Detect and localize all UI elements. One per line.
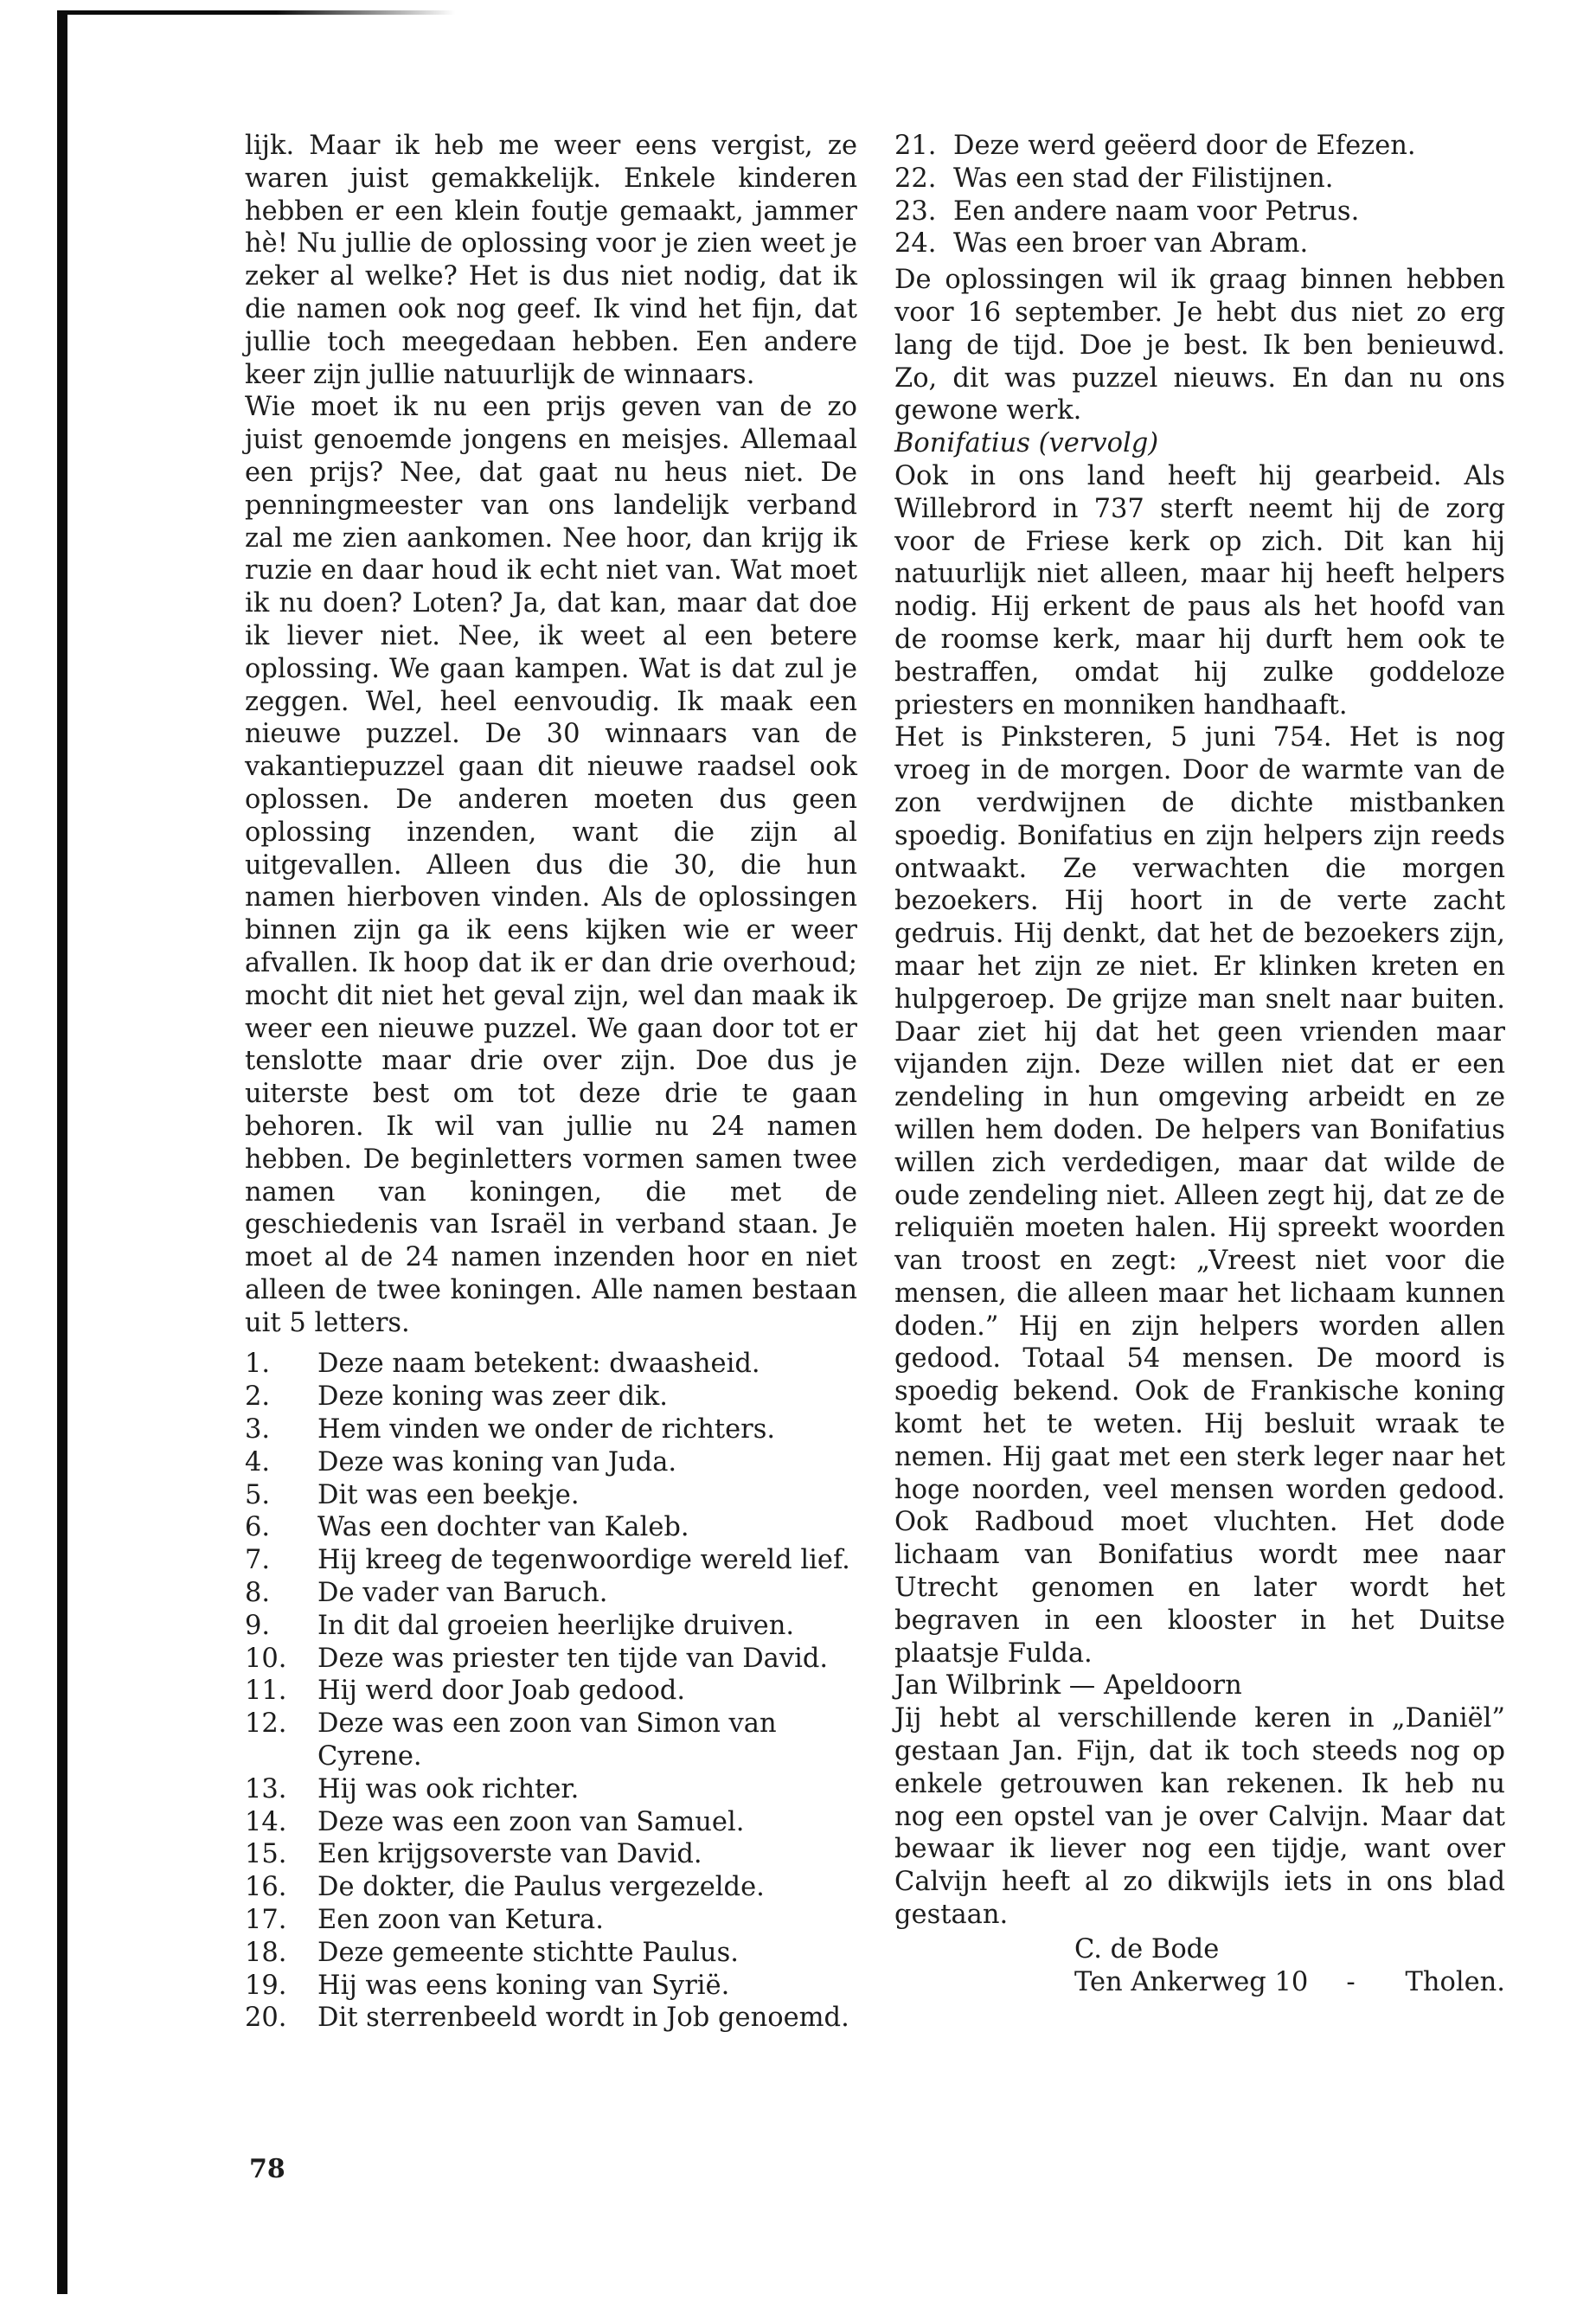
story-paragraph-2: Het is Pinksteren, 5 juni 754. Het is nog vroeg in de morgen. Door de warmte van de zon verdwijnen de dichte mistbanken spoedig. Bonifatius en zijn helpers zijn reeds ontwaakt. Ze verwachten die morgen bezoekers. Hij hoort in de verte zacht gedruis. Hij denkt, dat het de bezoekers zijn, maar het zijn ze niet. Er klinken kreten en hulpgeroep. De grijze man snelt naar buiten. Daar ziet hij dat het geen vrienden maar vijanden zijn. Deze willen niet dat er een zendeling in hun omgeving arbeidt en ze willen hem doden. De helpers van Bonifatius willen zich verdedigen, maar dat wilde de oude zendeling niet. Alleen zegt hij, dat ze de reliquiën moeten halen. Hij spreekt woorden van troost en zegt: „Vreest niet voor die mensen, die alleen maar het lichaam kunnen doden.” Hij en zijn helpers worden allen gedood. Totaal 54 mensen. De moord is spoedig bekend. Ook de Frankische koning komt het te weten. Hij besluit wraak te nemen. Hij gaat met een sterk leger naar het hoge noorden, veel mensen worden gedood. Ook Radboud moet vluchten. Het dode lichaam van Bonifatius wordt mee naar Utrecht genomen en later wordt het begraven in een klooster in het Duitse plaatsje Fulda. — [894, 722, 1505, 1669]
clue-number: 24. — [894, 228, 937, 260]
clue-number: 16. — [245, 1872, 287, 1903]
clue-text: Was een broer van Abram. — [953, 228, 1309, 260]
puzzle-clue-list-continued — [894, 130, 1505, 260]
clue-text: Een andere naam voor Petrus. — [953, 195, 1360, 227]
clue-number: 2. — [245, 1381, 271, 1413]
clue-number: 6. — [245, 1512, 271, 1543]
clue-item — [245, 1937, 857, 1970]
clue-text: Deze was een zoon van Simon van Cyrene. — [317, 1708, 777, 1772]
clue-number: 19. — [245, 1970, 287, 2001]
clue-text: Dit sterrenbeeld wordt in Job genoemd. — [317, 2003, 849, 2034]
editor-city: Tholen. — [1405, 1966, 1505, 1997]
puzzle-clue-list — [245, 1348, 857, 2035]
clue-text: Deze was priester ten tijde van David. — [317, 1643, 829, 1674]
clue-number: 4. — [245, 1446, 271, 1477]
clue-number: 3. — [245, 1414, 271, 1445]
clue-number: 8. — [245, 1578, 271, 1609]
clue-text: In dit dal groeien heerlijke druiven. — [317, 1610, 795, 1641]
clue-text: Een zoon van Ketura. — [317, 1905, 604, 1936]
clue-item — [245, 1479, 857, 1512]
clue-text: Hij was ook richter. — [317, 1773, 580, 1804]
clue-number: 12. — [245, 1708, 287, 1740]
clue-text: Hij werd door Joab gedood. — [317, 1676, 686, 1707]
scan-border-left — [57, 10, 67, 2294]
clue-item — [245, 1381, 857, 1413]
clue-item — [245, 1511, 857, 1544]
clue-number: 10. — [245, 1643, 287, 1674]
clue-text: Deze gemeente stichtte Paulus. — [317, 1937, 739, 1968]
section-heading: Bonifatius (vervolg) — [894, 428, 1159, 459]
story-paragraph-1: Ook in ons land heeft hij gearbeid. Als Willebrord in 737 sterft neemt hij de zorg voor de Friese kerk op zich. Dit kan hij natuurlijk niet alleen, maar hij heeft helpers nodig. Hij erkent de paus als het hoofd van de roomse kerk, maar hij durft hem ook te bestraffen, omdat hij zulke goddeloze priesters en monniken handhaaft. — [894, 460, 1505, 721]
clue-number: 7. — [245, 1545, 271, 1576]
clue-text: Deze naam betekent: dwaasheid. — [317, 1349, 760, 1380]
scan-border-top — [57, 10, 455, 15]
clue-number: 14. — [245, 1806, 287, 1837]
clue-number: 20. — [245, 2003, 287, 2034]
page-number: 78 — [249, 2154, 285, 2184]
clue-item — [245, 1610, 857, 1643]
clue-number: 1. — [245, 1349, 271, 1380]
address-separator: - — [1346, 1966, 1356, 1997]
clue-item — [245, 1544, 857, 1577]
clue-item — [894, 195, 1505, 228]
clue-number: 13. — [245, 1773, 287, 1804]
clue-item — [245, 1446, 857, 1479]
editor-address — [894, 1966, 1505, 1999]
editor-name: C. de Bode — [1074, 1933, 1220, 1965]
clue-item — [894, 130, 1505, 163]
clue-item — [894, 228, 1505, 260]
clue-item — [245, 1904, 857, 1937]
clue-item — [245, 1838, 857, 1871]
editor-reply-paragraph: Jij hebt al verschillende keren in „Daniël” gestaan Jan. Fijn, dat ik toch steeds nog op enkele getrouwen kan rekenen. Ik heb nu nog een opstel van je over Calvijn. Maar dat bewaar ik liever nog een tijdje, want over Calvijn heeft al zo dikwijls iets in ons blad gestaan. — [894, 1703, 1505, 1931]
clue-number: 15. — [245, 1839, 287, 1870]
puzzle-explanation-paragraph: Wie moet ik nu een prijs geven van de zo juist genoemde jongens en meisjes. Allemaal een prijs? Nee, dat gaat nu heus niet. De penningmeester van ons landelijk verband zal me zien aankomen. Nee hoor, dan krijg ik ruzie en daar houd ik echt niet van. Wat moet ik nu doen? Loten? Ja, dat kan, maar dat doe ik liever niet. Nee, ik weet al een betere oplossing. We gaan kampen. Wat is dat zul je zeggen. Wel, heel eenvoudig. Ik maak een nieuwe puzzel. De 30 winnaars van de vakantiepuzzel gaan dit nieuwe raadsel ook oplossen. De anderen moeten dus geen oplossing inzenden, want die zijn al uitgevallen. Alleen dus die 30, die hun namen hierboven vinden. Als de oplossingen binnen zijn ga ik eens kijken wie er weer afvallen. Ik hoop dat ik er dan drie overhoud; mocht dit niet het geval zijn, wel dan maak ik weer een nieuwe puzzel. We gaan door tot er tenslotte maar drie over zijn. Doe dus je uiterste best om tot deze drie te gaan behoren. Ik wil van jullie nu 24 namen hebben. De beginletters vormen samen twee namen van koningen, die met de geschiedenis van Israël in verband staan. Je moet al de 24 namen inzenden hoor en niet alleen de twee koningen. Alle namen bestaan uit 5 letters. — [245, 392, 857, 1338]
clue-item — [245, 1675, 857, 1708]
clue-number: 23. — [894, 195, 937, 227]
clue-text: Hem vinden we onder de richters. — [317, 1414, 776, 1445]
clue-item — [245, 1643, 857, 1676]
clue-text: Was een dochter van Kaleb. — [317, 1512, 689, 1543]
clue-text: Een krijgsoverste van David. — [317, 1839, 702, 1870]
clue-item — [245, 2002, 857, 2035]
deadline-paragraph: De oplossingen wil ik graag binnen hebben voor 16 september. Je hebt dus niet zo erg lang de tijd. Doe je best. Ik ben benieuwd. Zo, dit was puzzel nieuws. En dan nu ons gewone werk. — [894, 265, 1505, 426]
clue-text: Was een stad der Filistijnen. — [953, 163, 1334, 194]
clue-text: Deze was een zoon van Samuel. — [317, 1806, 745, 1837]
clue-text: De dokter, die Paulus vergezelde. — [317, 1872, 765, 1903]
clue-number: 5. — [245, 1479, 271, 1510]
editor-street: Ten Ankerweg 10 — [1074, 1966, 1309, 1997]
clue-item — [245, 1871, 857, 1904]
clue-item — [245, 1970, 857, 2003]
clue-text: Deze koning was zeer dik. — [317, 1381, 668, 1413]
clue-text: De vader van Baruch. — [317, 1578, 608, 1609]
clue-text: Deze werd geëerd door de Efezen. — [953, 131, 1416, 161]
clue-text: Hij kreeg de tegenwoordige wereld lief. — [317, 1545, 850, 1576]
clue-number: 9. — [245, 1610, 271, 1641]
clue-text: Dit was een beekje. — [317, 1479, 580, 1510]
clue-item — [245, 1806, 857, 1839]
intro-paragraph: lijk. Maar ik heb me weer eens vergist, ze waren juist gemakkelijk. Enkele kinderen hebben er een klein foutje gemaakt, jammer hè! Nu jullie de oplossing voor je zien weet je zeker al welke? Het is dus niet nodig, dat ik die namen ook nog geef. Ik vind het fijn, dat jullie toch meegedaan hebben. Een andere keer zijn jullie natuurlijk de winnaars. — [245, 131, 857, 390]
clue-number: 22. — [894, 163, 937, 194]
right-column — [894, 130, 1505, 1998]
clue-item — [245, 1348, 857, 1381]
clue-item — [245, 1773, 857, 1806]
clue-number: 18. — [245, 1937, 287, 1968]
editor-signature-block — [894, 1933, 1505, 1999]
clue-item — [245, 1708, 857, 1773]
clue-number: 11. — [245, 1676, 287, 1707]
clue-text: Hij was eens koning van Syrië. — [317, 1970, 730, 2001]
clue-number: 17. — [245, 1905, 287, 1936]
clue-item — [894, 163, 1505, 195]
story-author-signature: Jan Wilbrink — Apeldoorn — [894, 1670, 1242, 1702]
clue-item — [245, 1413, 857, 1446]
left-column — [245, 130, 857, 2035]
clue-text: Deze was koning van Juda. — [317, 1446, 677, 1477]
clue-number: 21. — [894, 131, 937, 161]
clue-item — [245, 1577, 857, 1610]
